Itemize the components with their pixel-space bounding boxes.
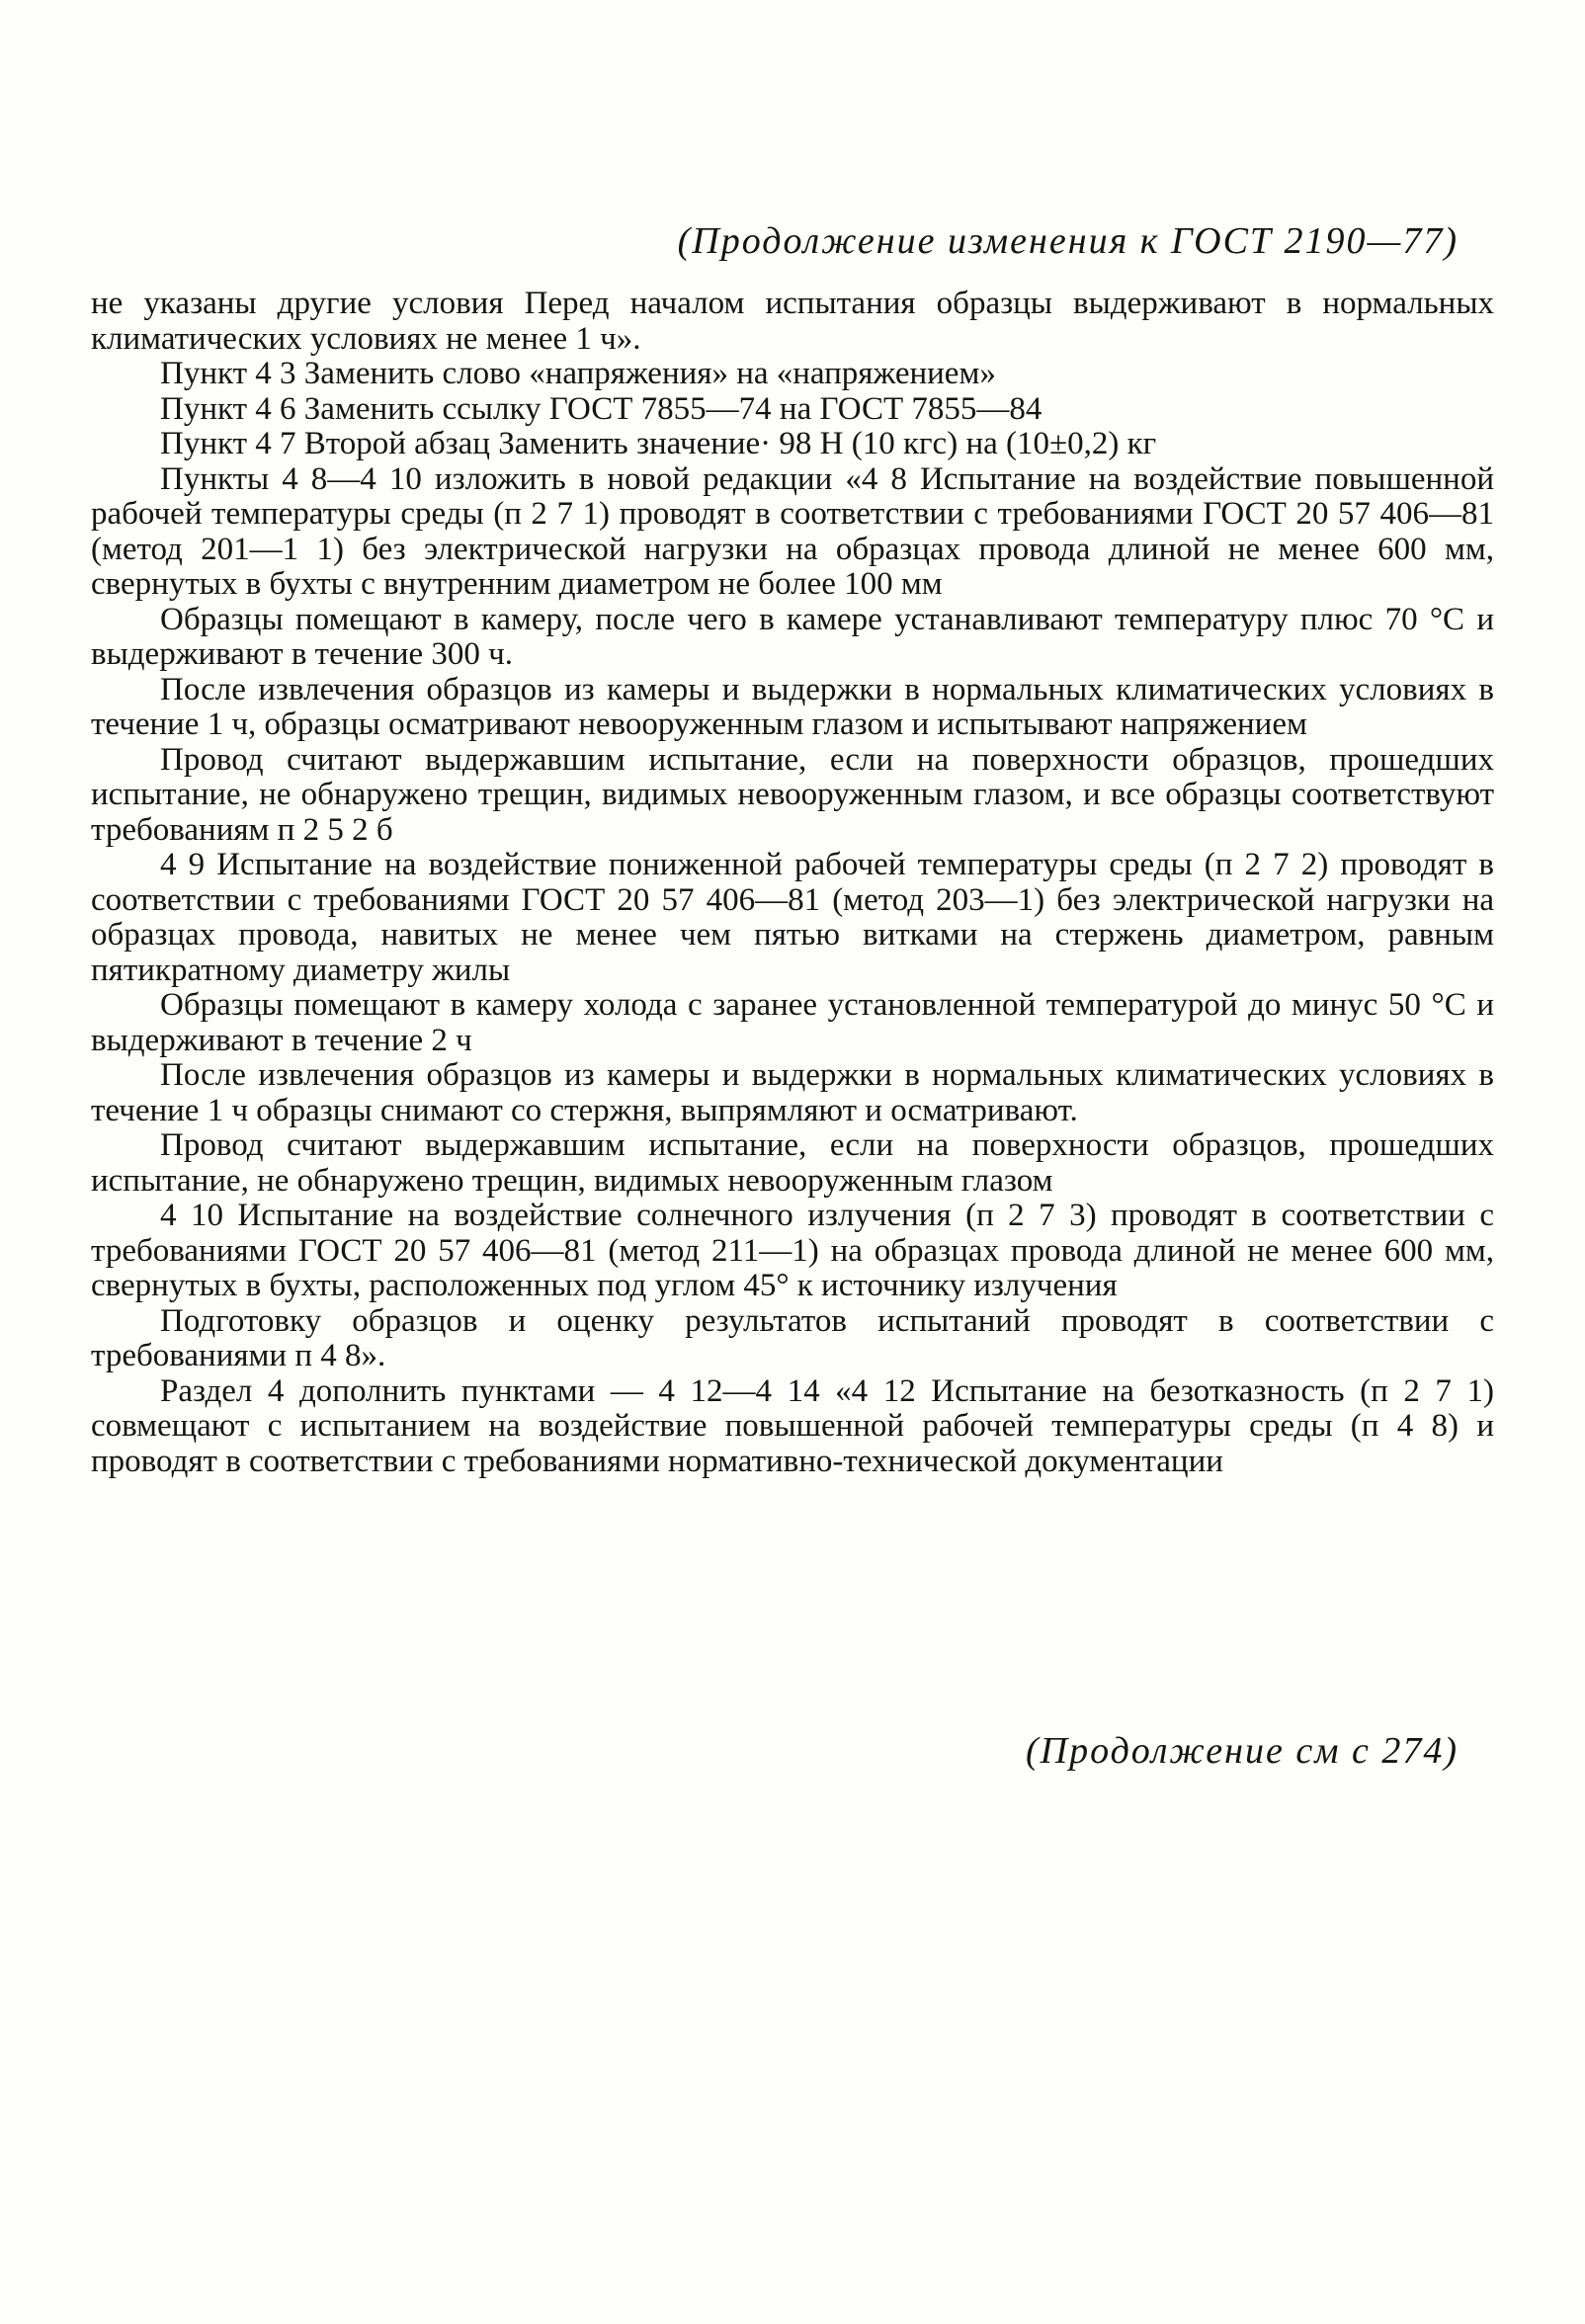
paragraph-items-4-8-4-10: Пункты 4 8—4 10 изложить в новой редакции «4 8 Испытание на воздействие повышенной рабочей температуры среды (п 2 7 1) проводят в соответствии с требованиями ГОСТ 20 57 406—81 (метод 201—1 1) без электрической нагрузки на образцах провода длиной не менее 600 мм, свернутых в бухты с внутренним диаметром не более 100 мм — [91, 460, 1494, 602]
paragraph-item-4-10: 4 10 Испытание на воздействие солнечного излучения (п 2 7 3) проводят в соответствии с требованиями ГОСТ 20 57 406—81 (метод 211—1) на образцах провода длиной не менее 600 мм, свернутых в бухты, расположенных под углом 45° к источнику излучения — [91, 1198, 1494, 1303]
paragraph-continuation: не указаны другие условия Перед началом испытания образцы выдерживают в нормальных климатических условиях не менее 1 ч». — [91, 286, 1494, 357]
body-text — [91, 287, 1494, 1479]
running-header: (Продолжение изменения к ГОСТ 2190—77) — [677, 220, 1459, 262]
paragraph: Образцы помещают в камеру, после чего в камере устанавливают температуру плюс 70 °С и выдерживают в течение 300 ч. — [91, 601, 1494, 672]
paragraph: После извлечения образцов из камеры и выдержки в нормальных климатических условиях в течение 1 ч, образцы осматривают невооруженным глазом и испытывают напряжением — [91, 671, 1494, 742]
paragraph-item-4-7: Пункт 4 7 Второй абзац Заменить значение· 98 Н (10 кгс) на (10±0,2) кг — [160, 426, 1157, 461]
paragraph: Провод считают выдержавшим испытание, если на поверхности образцов, прошедших испытание, не обнаружено трещин, видимых невооруженным глазом — [91, 1127, 1494, 1199]
paragraph-item-4-3: Пункт 4 3 Заменить слово «напряжения» на «напряжением» — [160, 356, 996, 391]
paragraph: После извлечения образцов из камеры и выдержки в нормальных климатических условиях в течение 1 ч образцы снимают со стержня, выпрямляют и осматривают. — [91, 1057, 1494, 1128]
paragraph: Подготовку образцов и оценку результатов испытаний проводят в соответствии с требованиями п 4 8». — [91, 1302, 1494, 1373]
paragraph-item-4-6: Пункт 4 6 Заменить ссылку ГОСТ 7855—74 на ГОСТ 7855—84 — [160, 390, 1043, 427]
paragraph: Провод считают выдержавшим испытание, если на поверхности образцов, прошедших испытание, не обнаружено трещин, видимых невооруженным глазом, и все образцы соответствуют требованиям п 2 5 2 б — [91, 741, 1494, 848]
paragraph-section-4: Раздел 4 дополнить пунктами — 4 12—4 14 «4 12 Испытание на безотказность (п 2 7 1) совмещают с испытанием на воздействие повышенной рабочей температуры среды (п 4 8) и проводят в соответствии с требованиями нормативно-технической документации — [91, 1372, 1494, 1479]
continuation-note: (Продолжение см с 274) — [1025, 1730, 1459, 1772]
paragraph: Образцы помещают в камеру холода с заранее установленной температурой до минус 50 °С и выдерживают в течение 2 ч — [91, 987, 1494, 1058]
paragraph-item-4-9: 4 9 Испытание на воздействие пониженной рабочей температуры среды (п 2 7 2) проводят в соответствии с требованиями ГОСТ 20 57 406—81 (метод 203—1) без электрической нагрузки на образцах провода, навитых не менее чем пятью витками на стержень диаметром, равным пятикратному диаметру жилы — [91, 847, 1494, 988]
